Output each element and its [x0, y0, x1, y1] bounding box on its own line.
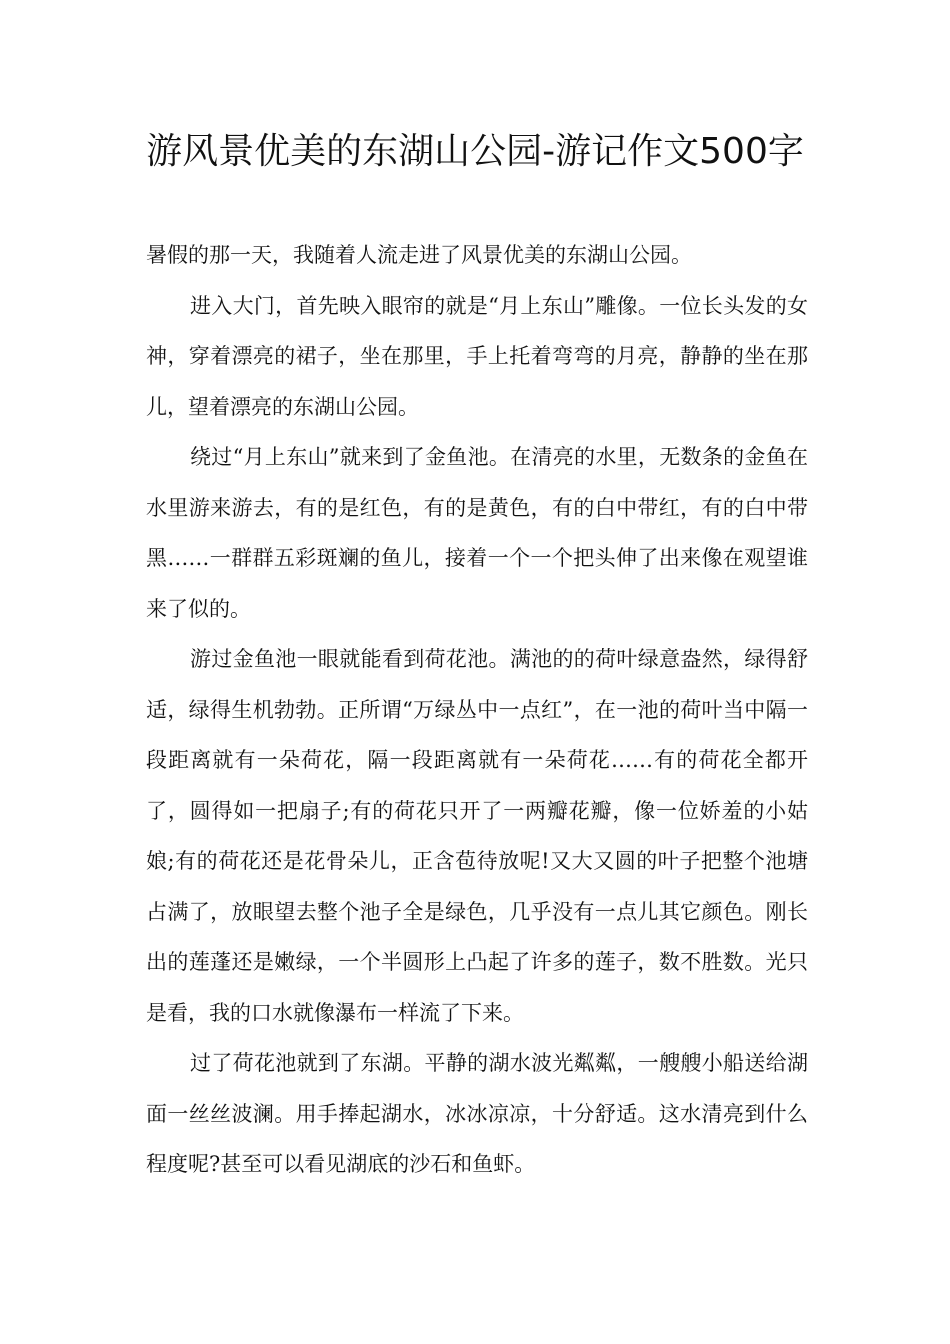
paragraph-4: 游过金鱼池一眼就能看到荷花池。满池的的荷叶绿意盎然，绿得舒适，绿得生机勃勃。正所谓“万绿丛中一点红”，在一池的荷叶当中隔一段距离就有一朵荷花，隔一段距离就有一朵荷花……有的荷花全都开了，圆得如一把扇子;有的荷花只开了一两瓣花瓣，像一位娇羞的小姑娘;有的荷花还是花骨朵儿，正含苞待放呢!又大又圆的叶子把整个池塘占满了，放眼望去整个池子全是绿色，几乎没有一点儿其它颜色。刚长出的莲蓬还是嫩绿，一个半圆形上凸起了许多的莲子，数不胜数。光只是看，我的口水就像瀑布一样流了下来。	[146, 647, 808, 1025]
document-body	[146, 230, 808, 1190]
document-title: 游风景优美的东湖山公园-游记作文500字	[146, 131, 804, 172]
paragraph-3: 绕过“月上东山”就来到了金鱼池。在清亮的水里，无数条的金鱼在水里游来游去，有的是红色，有的是黄色，有的白中带红，有的白中带黑……一群群五彩斑斓的鱼儿，接着一个一个把头伸了出来像在观望谁来了似的。	[146, 445, 808, 621]
paragraph-5: 过了荷花池就到了东湖。平静的湖水波光粼粼，一艘艘小船送给湖面一丝丝波澜。用手捧起湖水，冰冰凉凉，十分舒适。这水清亮到什么程度呢?甚至可以看见湖底的沙石和鱼虾。	[146, 1051, 808, 1176]
paragraph-2: 进入大门，首先映入眼帘的就是“月上东山”雕像。一位长头发的女神，穿着漂亮的裙子，坐在那里，手上托着弯弯的月亮，静静的坐在那儿，望着漂亮的东湖山公园。	[146, 293, 808, 419]
paragraph-1: 暑假的那一天，我随着人流走进了风景优美的东湖山公园。	[146, 243, 692, 267]
